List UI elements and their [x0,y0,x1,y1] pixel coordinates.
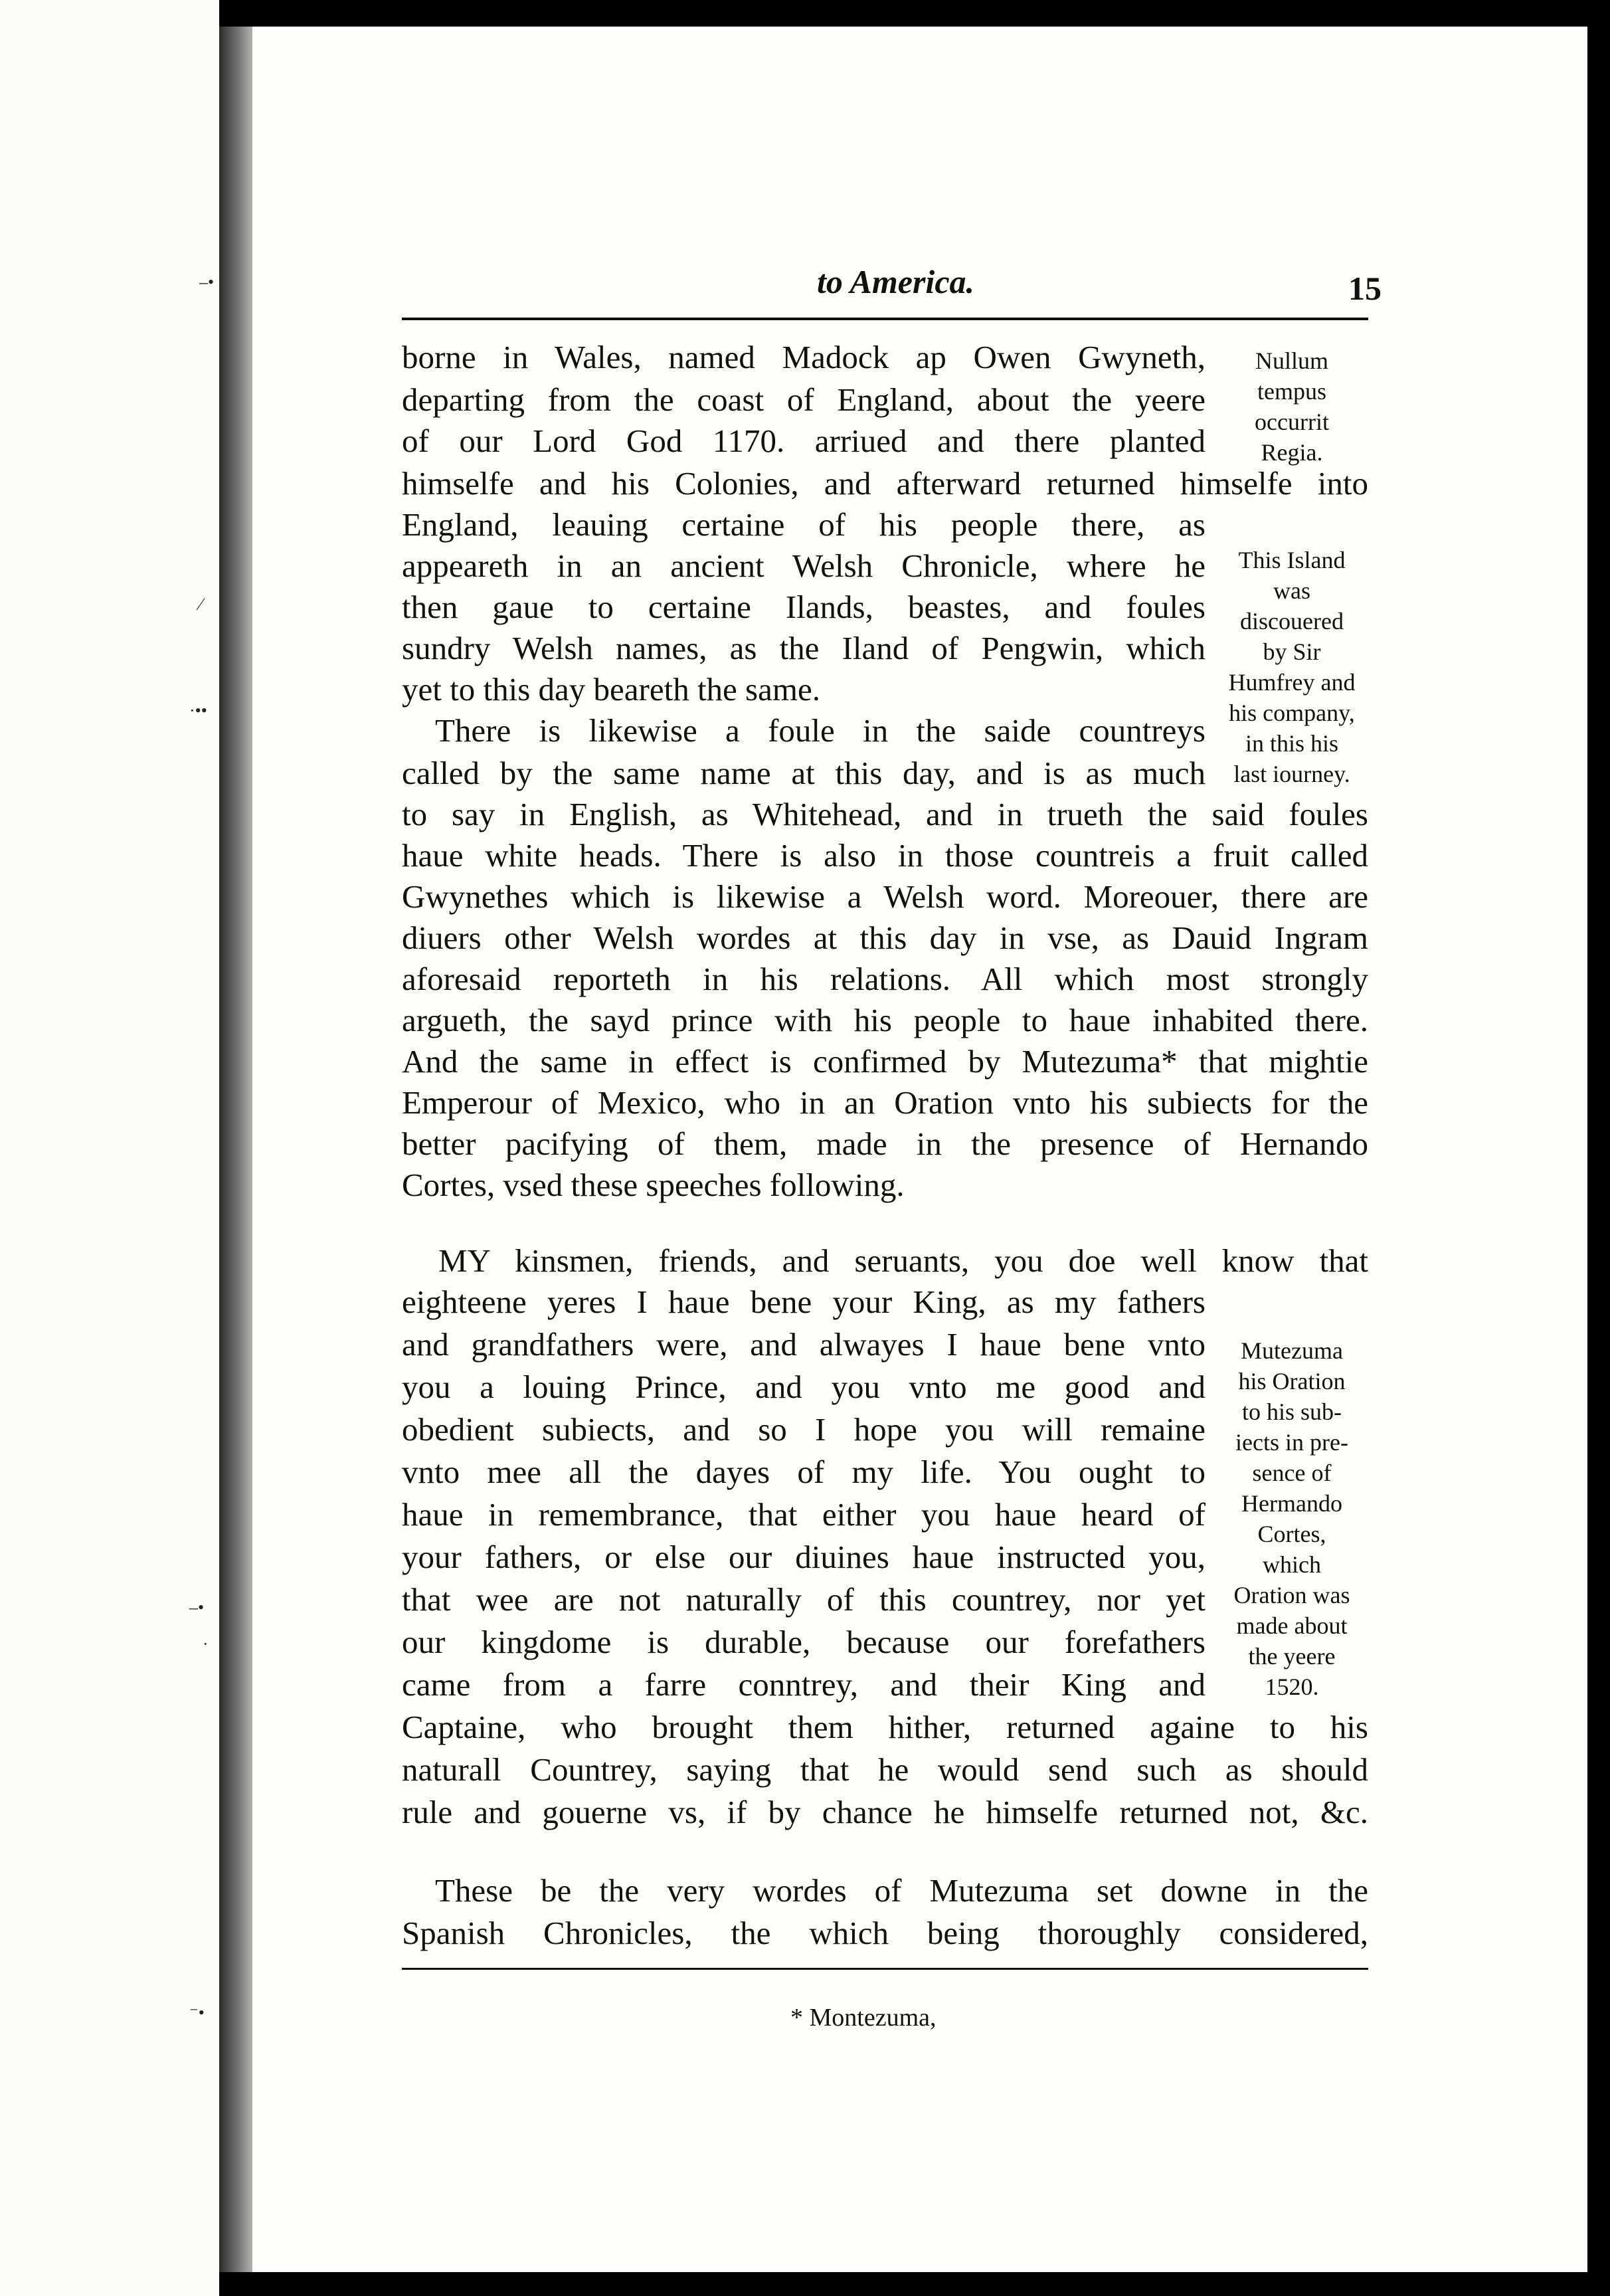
margin-note-line: Regia. [1261,439,1323,466]
header-rule [402,318,1368,320]
margin-note-line: his company, [1229,700,1355,726]
margin-note-line: Cortes, [1257,1521,1326,1547]
body-line: borne in Wales, named Madock ap Owen Gwyneth, [402,339,1206,375]
margin-note-line: to his sub- [1241,1398,1342,1425]
body-line: sundry Welsh names, as the Iland of Pengwin, which [402,630,1206,666]
margin-note-line: Mutezuma [1241,1337,1343,1364]
body-line: yet to this day beareth the same. [402,671,820,708]
margin-note-line: last iourney. [1233,761,1350,787]
body-line: Spanish Chronicles, the which being thoroughly considered, [402,1915,1368,1951]
edge-mark: –• [189,1598,205,1617]
margin-note [1209,345,1375,468]
body-line: Emperour of Mexico, who in an Oration vnto his subiects for the [402,1084,1368,1121]
body-line: Cortes, vsed these speeches following. [402,1167,905,1203]
footnote-rule [402,1968,1368,1970]
margin-note-line: discouered [1240,608,1344,634]
body-line: haue in remembrance, that either you haue heard of [402,1496,1206,1533]
body-line: came from a farre conntrey, and their King and [402,1666,1206,1703]
margin-note-line: in this his [1245,730,1339,757]
page-number: 15 [1348,270,1382,307]
body-line: argueth, the sayd prince with his people to haue inhabited there. [402,1002,1368,1038]
body-line: Captaine, who brought them hither, returned againe to his [402,1709,1368,1745]
edge-mark: –• [199,272,215,292]
edge-mark: · [203,1634,209,1654]
footnote: * Montezuma, [790,2004,937,2032]
body-line: your fathers, or else our diuines haue instructed you, [402,1539,1206,1575]
margin-note-line: Hermando [1241,1490,1342,1517]
margin-note-line: sence of [1252,1460,1332,1486]
body-line: haue white heads. There is also in those countreis a fruit called [402,837,1368,874]
facing-page-edge [0,0,219,2296]
body-line: to say in English, as Whitehead, and in trueth the said foules [402,796,1368,832]
margin-note-line: occurrit [1255,409,1329,435]
body-line: And the same in effect is confirmed by Mutezuma* that mightie [402,1043,1368,1080]
body-line: of our Lord God 1170. arriued and there planted [402,423,1206,459]
edge-mark: ⁄ [199,595,203,614]
running-title: to America. [817,263,975,300]
margin-note-line: tempus [1257,378,1326,405]
margin-note-line: by Sir [1263,638,1321,665]
body-line: that wee are not naturally of this countrey, nor yet [402,1581,1206,1618]
body-line: better pacifying of them, made in the presence of Hernando [402,1125,1368,1162]
margin-note [1209,1335,1375,1702]
margin-note-line: the yeere [1248,1643,1336,1670]
margin-note-line: Nullum [1255,347,1328,374]
body-line: appeareth in an ancient Welsh Chronicle, where he [402,547,1206,584]
body-line: There is likewise a foule in the saide countreys [435,712,1206,749]
margin-note-line: his Oration [1238,1368,1346,1394]
body-line: and grandfathers were, and alwayes I haue bene vnto [402,1326,1206,1363]
body-line: naturall Countrey, saying that he would send such as should [402,1751,1368,1788]
body-line: diuers other Welsh wordes at this day in vse, as Dauid Ingram [402,919,1368,956]
body-line: departing from the coast of England, about the yeere [402,381,1206,418]
edge-mark: ⁻• [189,2003,205,2022]
body-line: vnto mee all the dayes of my life. You ought to [402,1454,1206,1490]
body-line: aforesaid reporteth in his relations. All which most strongly [402,961,1368,997]
body-line: eighteene yeres I haue bene your King, as my fathers [402,1284,1206,1320]
body-line: then gaue to certaine Ilands, beastes, and foules [402,589,1206,625]
body-line: MY kinsmen, friends, and seruants, you doe well know that [438,1242,1368,1279]
body-line: rule and gouerne vs, if by chance he himselfe returned not, &c. [402,1794,1368,1830]
margin-note-line: iects in pre- [1235,1429,1348,1456]
margin-note-line: which [1263,1551,1321,1578]
body-line: you a louing Prince, and you vnto me good and [402,1369,1206,1405]
body-line: our kingdome is durable, because our forefathers [402,1624,1206,1660]
margin-note-line: was [1273,577,1310,604]
margin-note-line: Oration was [1233,1582,1350,1608]
margin-note-line: made about [1236,1612,1348,1639]
margin-note-line: This Island [1238,547,1346,573]
body-line: called by the same name at this day, and is as much [402,755,1206,791]
body-line: England, leauing certaine of his people there, as [402,506,1206,543]
edge-mark: ·•• [189,701,207,720]
body-line: Gwynethes which is likewise a Welsh word. Moreouer, there are [402,878,1368,915]
margin-note [1209,545,1375,789]
margin-note-line: 1520. [1265,1674,1319,1700]
body-line: himselfe and his Colonies, and afterward returned himselfe into [402,465,1368,502]
margin-note-line: Humfrey and [1228,669,1356,696]
body-line: These be the very wordes of Mutezuma set downe in the [435,1872,1368,1909]
body-line: obedient subiects, and so I hope you will remaine [402,1411,1206,1448]
